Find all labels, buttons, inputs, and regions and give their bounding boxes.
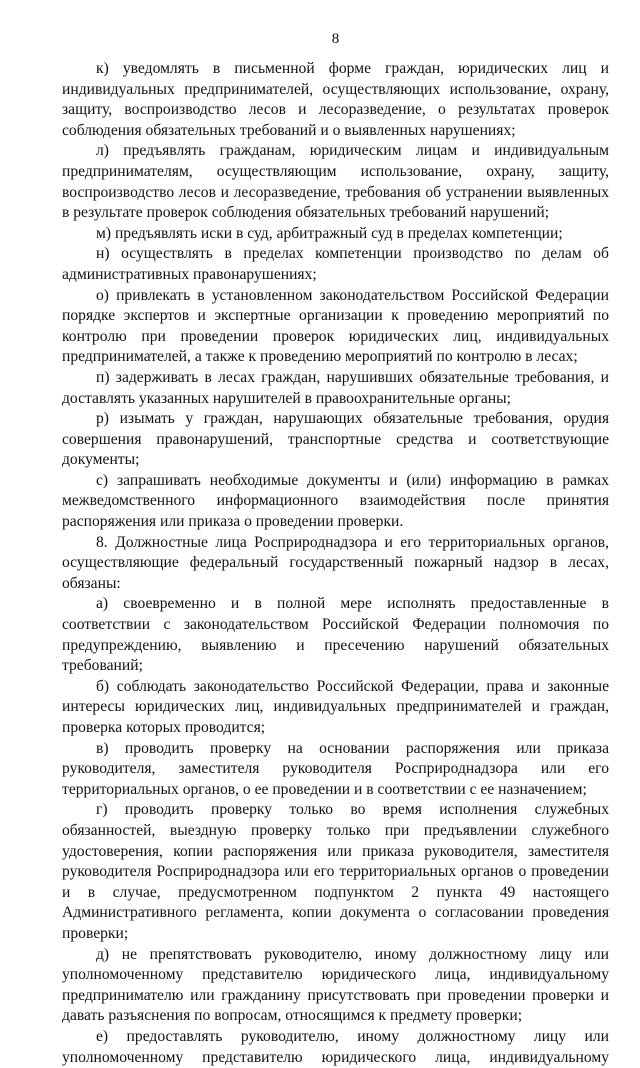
paragraph-b: б) соблюдать законодательство Российской Федерации, права и законные интересы юридических лиц, индивидуальных предпринимателей и граждан, проверка которых проводится; [62,677,609,736]
paragraph-e: е) предоставлять руководителю, иному должностному лицу или уполномоченному представителю юридического лица, индивидуальному [62,1027,609,1066]
section-8-intro: 8. Должностные лица Росприроднадзора и его территориальных органов, осуществляющие федеральный государственный пожарный надзор в лесах, обязаны: [62,533,609,592]
paragraph-n: н) осуществлять в пределах компетенции производство по делам об административных правонарушениях; [62,245,609,283]
page-number: 8 [331,31,340,47]
paragraph-g: г) проводить проверку только во время исполнения служебных обязанностей, выездную проверку только при предъявлении служебного удостоверения, копии распоряжения или приказа руководителя, заместителя руководителя Росприроднадзора или его территориальных органов о проведении и в случае, предусмотренном подпунктом 2 пункта 49 настоящего Административного регламента, копии документа о согласовании проведения проверки; [62,801,609,942]
paragraph-p: п) задерживать в лесах граждан, нарушивших обязательные требования, и доставлять указанных нарушителей в правоохранительные органы; [62,368,609,407]
paragraph-s: с) запрашивать необходимые документы и (или) информацию в рамках межведомственного информационного взаимодействия после принятия распоряжения или приказа о проведении проверки. [62,471,609,531]
paragraph-o: о) привлекать в установленном законодательством Российской Федерации порядке экспертов и экспертные организации к проведению мероприятий по контролю при проведении проверок юридических лиц, индивидуальных предпринимателей, а также к проведению мероприятий по контролю в лесах; [62,286,609,366]
paragraph-r: р) изымать у граждан, нарушающих обязательные требования, орудия совершения правонарушений, транспортные средства и соответствующие документы; [62,410,609,469]
paragraph-l: л) предъявлять гражданам, юридическим лицам и индивидуальным предпринимателям, осуществляющим использование, охрану, защиту, воспроизводство лесов и лесоразведение, требования об устранении выявленных в результате проверок соблюдения обязательных требований нарушений; [62,142,609,222]
paragraph-d: д) не препятствовать руководителю, иному должностному лицу или уполномоченному представителю юридического лица, индивидуальному предпринимателю или гражданину присутствовать при проведении проверки и давать разъяснения по вопросам, относящимся к предмету проверки; [62,945,609,1025]
paragraph-v: в) проводить проверку на основании распоряжения или приказа руководителя, заместителя руководителя Росприроднадзора или его территориальных органов, о ее проведении и в соответствии с ее назначением; [62,739,609,798]
paragraph-k: к) уведомлять в письменной форме граждан, юридических лиц и индивидуальных предпринимателей, осуществляющих использование, охрану, защиту, воспроизводство лесов и лесоразведение, о результатах проверок соблюдения обязательных требований и о выявленных нарушениях; [62,60,609,139]
paragraph-a: а) своевременно и в полной мере исполнять предоставленные в соответствии с законодательством Российской Федерации полномочия по предупреждению, выявлению и пресечению нарушений обязательных требований; [62,595,609,675]
document-body [62,59,609,1068]
paragraph-m: м) предъявлять иски в суд, арбитражный суд в пределах компетенции; [96,224,563,242]
